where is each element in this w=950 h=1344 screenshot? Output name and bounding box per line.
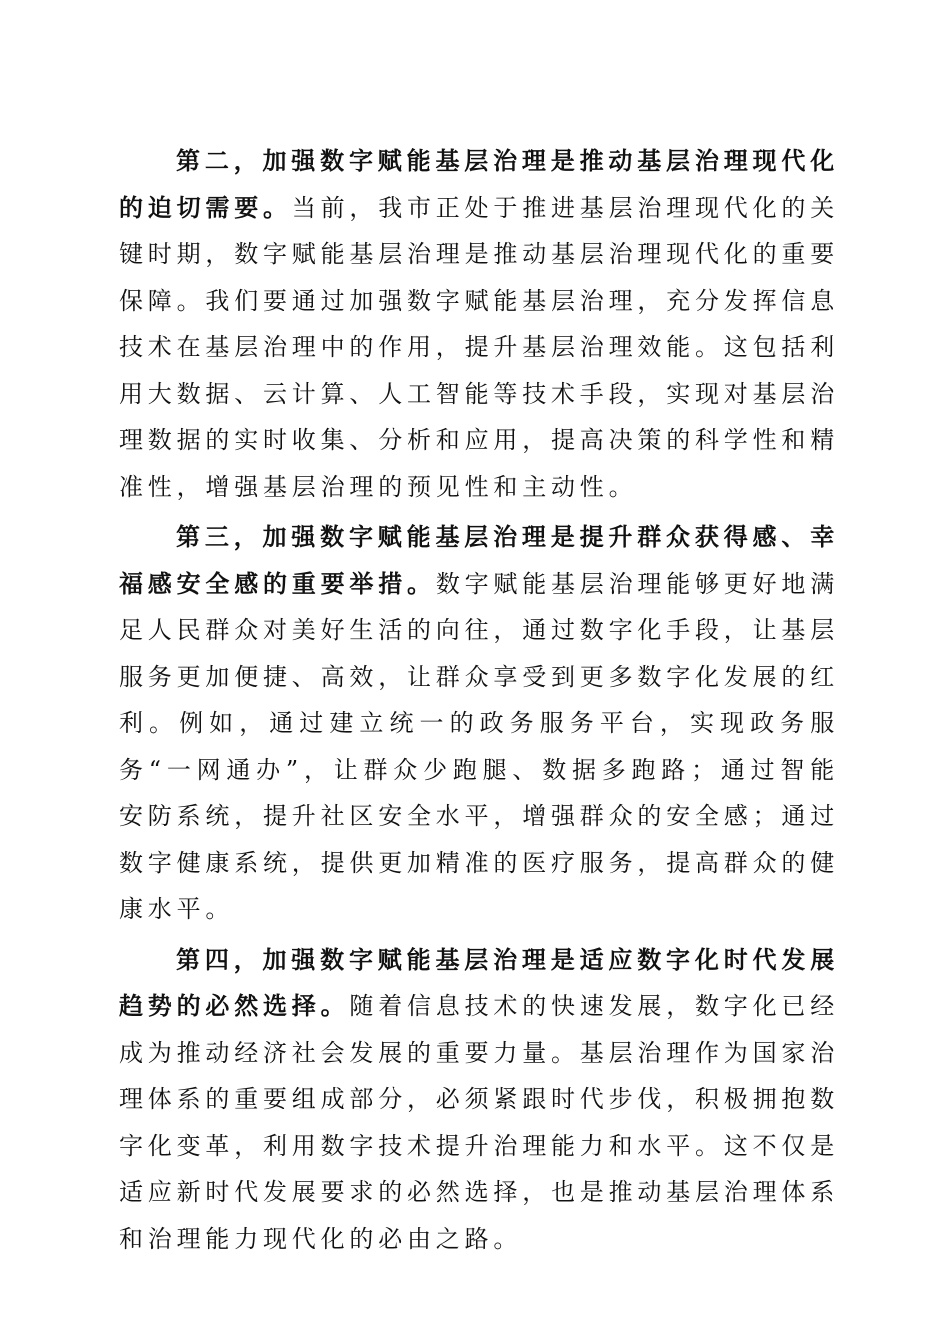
paragraph-text: 数字赋能基层治理能够更好地满足人民群众对美好生活的向往，通过数字化手段，让基层服务更加便捷、高效，让群众享受到更多数字化发展的红利。例如，通过建立统一的政务服务平台，实现政务服务“一网通办”，让群众少跑腿、数据多跑路；通过智能安防系统，提升社区安全水平，增强群众的安全感；通过数字健康系统，提供更加精准的医疗服务，提高群众的健康水平。 — [119, 569, 840, 923]
paragraph-text: 随着信息技术的快速发展，数字化已经成为推动经济社会发展的重要力量。基层治理作为国家治理体系的重要组成部分，必须紧跟时代步伐，积极拥抱数字化变革，利用数字技术提升治理能力和水平。这不仅是适应新时代发展要求的必然选择，也是推动基层治理体系和治理能力现代化的必由之路。 — [119, 992, 840, 1253]
paragraph-lead: 第三，加强数字赋能基层治理是提升群众获得感、幸福感安全感的重要举措。 — [119, 522, 839, 598]
paragraph-third — [119, 514, 839, 933]
paragraph-second — [119, 138, 839, 510]
paragraph-lead: 第二，加强数字赋能基层治理是推动基层治理现代化的迫切需要。 — [119, 146, 839, 222]
document-body — [119, 138, 839, 1262]
paragraph-text: 当前，我市正处于推进基层治理现代化的关键时期，数字赋能基层治理是推动基层治理现代化的重要保障。我们要通过加强数字赋能基层治理，充分发挥信息技术在基层治理中的作用，提升基层治理效能。这包括利用大数据、云计算、人工智能等技术手段，实现对基层治理数据的实时收集、分析和应用，提高决策的科学性和精准性，增强基层治理的预见性和主动性。 — [119, 193, 840, 501]
paragraph-lead: 第四，加强数字赋能基层治理是适应数字化时代发展趋势的必然选择。 — [119, 944, 839, 1020]
paragraph-fourth — [119, 937, 839, 1263]
